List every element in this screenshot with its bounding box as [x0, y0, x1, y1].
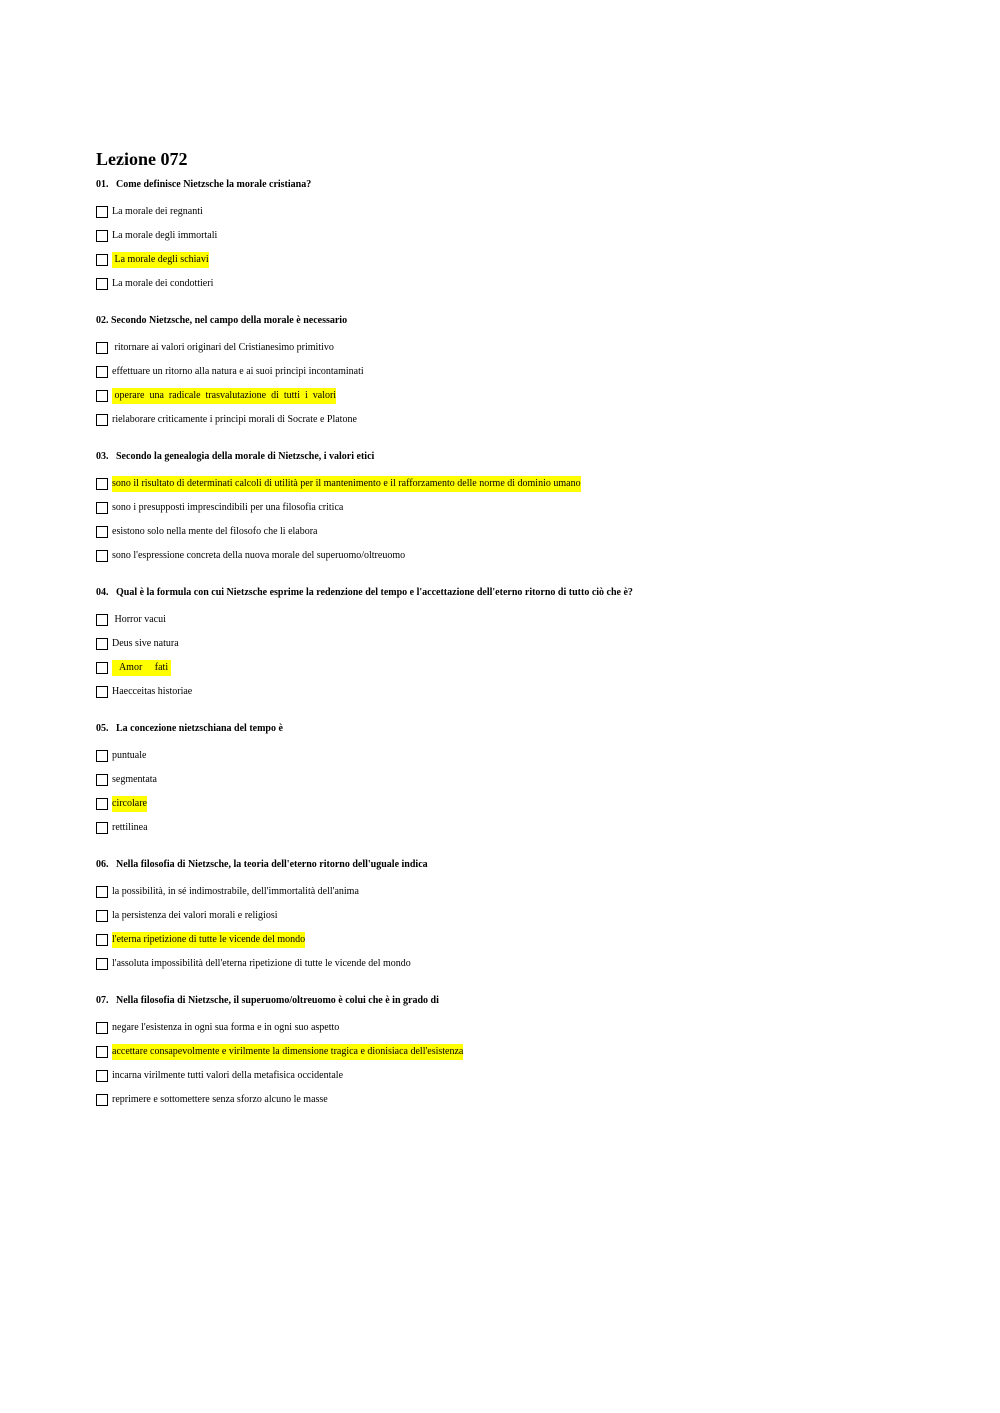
- answer-option[interactable]: [96, 224, 956, 248]
- question-text: 04. Qual è la formula con cui Nietzsche esprime la redenzione del tempo e l'accettazione dell'eterno ritorno di tutto ciò che è?: [96, 587, 633, 598]
- highlighted-answer-text: circolare: [112, 796, 147, 812]
- answer-option[interactable]: [96, 336, 956, 360]
- question-text: 01. Come definisce Nietzsche la morale cristiana?: [96, 179, 312, 190]
- answer-option[interactable]: [96, 952, 956, 976]
- question-text: 02. Secondo Nietzsche, nel campo della morale è necessario: [96, 315, 348, 326]
- checkbox-icon[interactable]: [96, 886, 108, 898]
- checkbox-icon[interactable]: [96, 526, 108, 538]
- answer-text: Haecceitas historiae: [112, 686, 193, 697]
- checkbox-icon[interactable]: [96, 822, 108, 834]
- answer-text: effettuare un ritorno alla natura e ai suoi principi incontaminati: [112, 366, 364, 377]
- checkbox-icon[interactable]: [96, 414, 108, 426]
- answer-option[interactable]: [96, 1040, 956, 1064]
- question-block: [96, 722, 956, 840]
- checkbox-icon[interactable]: [96, 230, 108, 242]
- answer-text: sono i presupposti imprescindibili per una filosofia critica: [112, 502, 344, 513]
- answer-text: segmentata: [112, 774, 157, 785]
- checkbox-icon[interactable]: [96, 278, 108, 290]
- question-block: [96, 994, 956, 1112]
- answer-text: rettilinea: [112, 822, 148, 833]
- answer-option[interactable]: [96, 928, 956, 952]
- answer-option[interactable]: [96, 248, 956, 272]
- checkbox-icon[interactable]: [96, 502, 108, 514]
- highlighted-answer-text: accettare consapevolmente e virilmente la dimensione tragica e dionisiaca dell'esistenza: [112, 1044, 463, 1060]
- answer-option[interactable]: [96, 472, 956, 496]
- answer-text: la possibilità, in sé indimostrabile, dell'immortalità dell'anima: [112, 886, 359, 897]
- question-text: 06. Nella filosofia di Nietzsche, la teoria dell'eterno ritorno dell'uguale indica: [96, 859, 428, 870]
- answer-text: Deus sive natura: [112, 638, 179, 649]
- answer-option[interactable]: [96, 520, 956, 544]
- checkbox-icon[interactable]: [96, 686, 108, 698]
- answer-option[interactable]: [96, 632, 956, 656]
- answer-option[interactable]: [96, 680, 956, 704]
- question-text: 03. Secondo la genealogia della morale di Nietzsche, i valori etici: [96, 451, 375, 462]
- answer-option[interactable]: [96, 360, 956, 384]
- highlighted-answer-text: l'eterna ripetizione di tutte le vicende del mondo: [112, 932, 305, 948]
- question-block: [96, 450, 956, 568]
- checkbox-icon[interactable]: [96, 750, 108, 762]
- checkbox-icon[interactable]: [96, 390, 108, 402]
- answer-text: Horror vacui: [112, 614, 166, 625]
- highlighted-answer-text: sono il risultato di determinati calcoli di utilità per il mantenimento e il rafforzamento delle norme di dominio umano: [112, 476, 581, 492]
- answer-text: reprimere e sottomettere senza sforzo alcuno le masse: [112, 1094, 328, 1105]
- answer-option[interactable]: [96, 544, 956, 568]
- answer-option[interactable]: [96, 200, 956, 224]
- highlighted-answer-text: La morale degli schiavi: [112, 252, 209, 268]
- lesson-title: Lezione 072: [96, 149, 188, 169]
- answer-option[interactable]: [96, 408, 956, 432]
- checkbox-icon[interactable]: [96, 478, 108, 490]
- answer-text: rielaborare criticamente i principi morali di Socrate e Platone: [112, 414, 357, 425]
- answer-option[interactable]: [96, 272, 956, 296]
- question-block: [96, 586, 956, 704]
- answer-option[interactable]: [96, 496, 956, 520]
- answer-option[interactable]: [96, 384, 956, 408]
- answer-text: incarna virilmente tutti valori della metafisica occidentale: [112, 1070, 344, 1081]
- quiz-page: [96, 148, 956, 1130]
- question-block: [96, 314, 956, 432]
- checkbox-icon[interactable]: [96, 614, 108, 626]
- question-block: [96, 178, 956, 296]
- answer-option[interactable]: [96, 816, 956, 840]
- question-list: [96, 178, 956, 1112]
- question-block: [96, 858, 956, 976]
- answer-text: ritornare ai valori originari del Cristianesimo primitivo: [112, 342, 334, 353]
- highlighted-answer-text: Amor fati: [112, 660, 171, 676]
- answer-option[interactable]: [96, 1016, 956, 1040]
- checkbox-icon[interactable]: [96, 910, 108, 922]
- answer-text: esistono solo nella mente del filosofo che li elabora: [112, 526, 318, 537]
- answer-text: sono l'espressione concreta della nuova morale del superuomo/oltreuomo: [112, 550, 406, 561]
- answer-option[interactable]: [96, 768, 956, 792]
- checkbox-icon[interactable]: [96, 638, 108, 650]
- answer-option[interactable]: [96, 792, 956, 816]
- answer-option[interactable]: [96, 608, 956, 632]
- checkbox-icon[interactable]: [96, 366, 108, 378]
- answer-text: negare l'esistenza in ogni sua forma e in ogni suo aspetto: [112, 1022, 340, 1033]
- checkbox-icon[interactable]: [96, 774, 108, 786]
- checkbox-icon[interactable]: [96, 1094, 108, 1106]
- checkbox-icon[interactable]: [96, 1022, 108, 1034]
- question-text: 07. Nella filosofia di Nietzsche, il superuomo/oltreuomo è colui che è in grado di: [96, 995, 439, 1006]
- checkbox-icon[interactable]: [96, 662, 108, 674]
- answer-option[interactable]: [96, 904, 956, 928]
- answer-text: l'assoluta impossibilità dell'eterna ripetizione di tutte le vicende del mondo: [112, 958, 411, 969]
- highlighted-answer-text: operare una radicale trasvalutazione di tutti i valori: [112, 388, 336, 404]
- answer-text: la persistenza dei valori morali e religiosi: [112, 910, 278, 921]
- question-text: 05. La concezione nietzschiana del tempo è: [96, 723, 283, 734]
- answer-option[interactable]: [96, 656, 956, 680]
- answer-text: puntuale: [112, 750, 147, 761]
- checkbox-icon[interactable]: [96, 550, 108, 562]
- checkbox-icon[interactable]: [96, 254, 108, 266]
- answer-text: La morale dei condottieri: [112, 278, 214, 289]
- checkbox-icon[interactable]: [96, 958, 108, 970]
- checkbox-icon[interactable]: [96, 1070, 108, 1082]
- answer-option[interactable]: [96, 744, 956, 768]
- checkbox-icon[interactable]: [96, 1046, 108, 1058]
- checkbox-icon[interactable]: [96, 798, 108, 810]
- answer-option[interactable]: [96, 1064, 956, 1088]
- answer-option[interactable]: [96, 1088, 956, 1112]
- checkbox-icon[interactable]: [96, 206, 108, 218]
- checkbox-icon[interactable]: [96, 342, 108, 354]
- answer-option[interactable]: [96, 880, 956, 904]
- answer-text: La morale dei regnanti: [112, 206, 203, 217]
- checkbox-icon[interactable]: [96, 934, 108, 946]
- answer-text: La morale degli immortali: [112, 230, 218, 241]
